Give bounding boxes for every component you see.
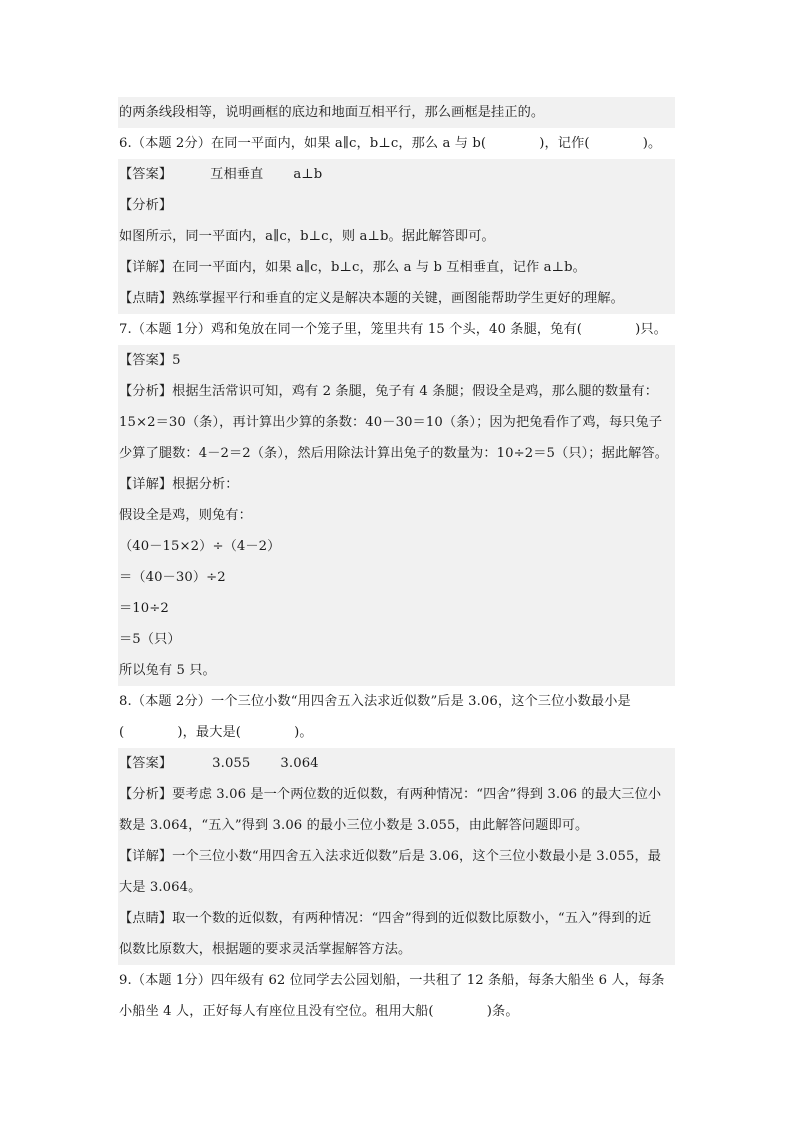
text-line: 所以兔有 5 只。 (118, 655, 675, 686)
answer-value: 3.064 (280, 756, 319, 771)
answer-value: 互相垂直 (210, 167, 264, 182)
text-line: 大是 3.064。 (118, 872, 675, 903)
document-content (118, 97, 675, 1027)
text-line: 似数比原数大，根据题的要求灵活掌握解答方法。 (118, 934, 675, 965)
answer-tag: 【答案】 (119, 756, 173, 771)
question-8-cont: ( )，最大是( )。 (119, 725, 313, 740)
formula-line: ＝（40－30）÷2 (118, 562, 675, 593)
analysis-line: 【分析】要考虑 3.06 是一个两位数的近似数，有两种情况：“四舍”得到 3.06 的最大三位小 (118, 779, 675, 810)
analysis-line: 【分析】根据生活常识可知，鸡有 2 条腿，兔子有 4 条腿；假设全是鸡，那么腿的数量有： (118, 376, 675, 407)
question-8: 8.（本题 2分）一个三位小数“用四舍五入法求近似数”后是 3.06，这个三位小数最小是 (119, 694, 631, 709)
tip-line: 【点睛】熟练掌握平行和垂直的定义是解决本题的关键，画图能帮助学生更好的理解。 (118, 283, 675, 314)
formula-line: （40－15×2）÷（4－2） (118, 531, 675, 562)
text-line: 假设全是鸡，则兔有： (118, 500, 675, 531)
analysis-tag: 【分析】 (118, 190, 675, 221)
question-9-cont: 小船坐 4 人，正好每人有座位且没有空位。租用大船( )条。 (119, 1004, 519, 1019)
answer-tag: 【答案】 (119, 167, 173, 182)
detail-line: 【详解】根据分析： (118, 469, 675, 500)
tip-line: 【点睛】取一个数的近似数，有两种情况：“四舍”得到的近似数比原数小，“五入”得到的近 (118, 903, 675, 934)
question-7: 7.（本题 1分）鸡和兔放在同一个笼子里，笼里共有 15 个头，40 条腿，兔有( )只。 (119, 322, 667, 337)
formula-line: ＝5（只） (118, 624, 675, 655)
answer-line (118, 159, 675, 190)
answer-value: 3.055 (212, 756, 251, 771)
answer-line (118, 748, 675, 779)
text-line: 15×2＝30（条），再计算出少算的条数：40－30＝10（条）；因为把兔看作了鸡，每只兔子 (118, 407, 675, 438)
detail-line: 【详解】在同一平面内，如果 a∥c，b⊥c，那么 a 与 b 互相垂直，记作 a⊥b。 (118, 252, 675, 283)
answer-value: a⊥b (293, 167, 323, 182)
answer-line: 【答案】5 (118, 345, 675, 376)
text-line: 数是 3.064，“五入”得到 3.06 的最小三位小数是 3.055，由此解答问题即可。 (118, 810, 675, 841)
question-6: 6.（本题 2分）在同一平面内，如果 a∥c，b⊥c，那么 a 与 b( )，记作( )。 (119, 136, 662, 151)
detail-line: 【详解】一个三位小数“用四舍五入法求近似数”后是 3.06，这个三位小数最小是 3.055，最 (118, 841, 675, 872)
text-line: 的两条线段相等，说明画框的底边和地面互相平行，那么画框是挂正的。 (118, 97, 675, 128)
text-line: 如图所示，同一平面内，a∥c，b⊥c，则 a⊥b。据此解答即可。 (118, 221, 675, 252)
text-line: 少算了腿数：4－2＝2（条），然后用除法计算出兔子的数量为：10÷2＝5（只）；据此解答。 (118, 438, 675, 469)
formula-line: ＝10÷2 (118, 593, 675, 624)
question-9: 9.（本题 1分）四年级有 62 位同学去公园划船，一共租了 12 条船，每条大船坐 6 人，每条 (119, 973, 665, 988)
